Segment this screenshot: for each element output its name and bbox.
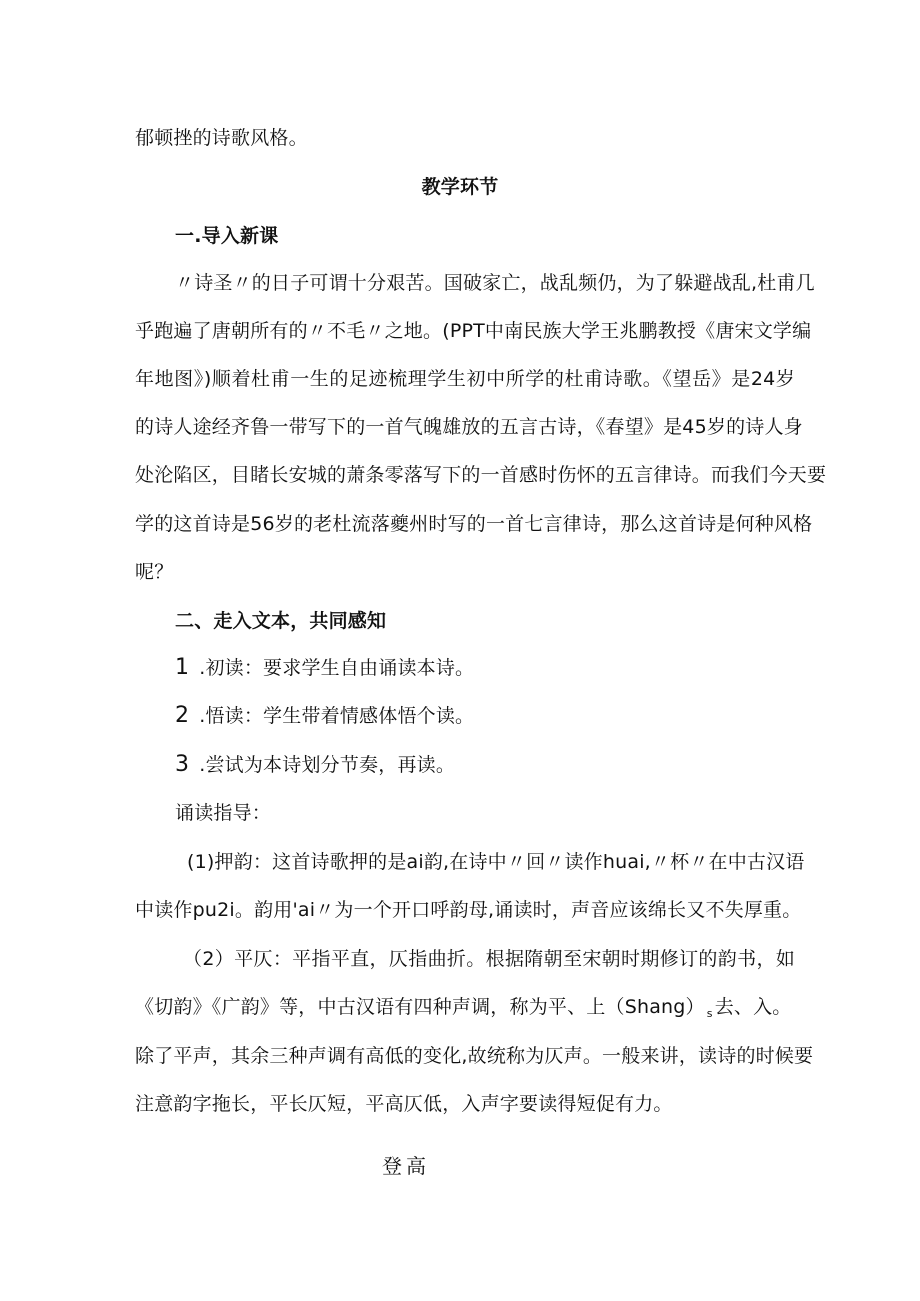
step-2-number: 2 xyxy=(175,703,190,728)
guide-label: 诵读指导： xyxy=(175,802,272,824)
part1-line-1: 〃诗圣〃的日子可谓十分艰苦。国破家亡，战乱频仍，为了躲避战乱,杜甫几 xyxy=(175,272,815,294)
step-2-text: .悟读：学生带着情感体悟个读。 xyxy=(199,705,475,727)
step-1 xyxy=(175,655,474,681)
part1-line-6: 学的这首诗是56岁的老杜流落夔州时写的一首七言律诗，那么这首诗是何种风格 xyxy=(135,513,813,535)
part2-heading: 二、走入文本，共同感知 xyxy=(175,610,387,632)
rhyme-line-2: 中读作pu2i。韵用'ai〃为一个开口呼韵母,诵读时，声音应该绵长又不失厚重。 xyxy=(135,899,802,921)
part1-line-7: 呢？ xyxy=(135,561,174,583)
rhyme-line-1: (1)押韵：这首诗歌押的是ai韵,在诗中〃回〃读作huai,〃杯〃在中古汉语 xyxy=(187,851,805,873)
section-title: 教学环节 xyxy=(421,176,499,198)
part1-line-5: 处沦陷区，目睹长安城的萧条零落写下的一首感时伤怀的五言律诗。而我们今天要 xyxy=(135,464,827,486)
intro-tail-line: 郁顿挫的诗歌风格。 xyxy=(135,127,308,149)
step-3-number: 3 xyxy=(175,752,190,777)
step-1-number: 1 xyxy=(175,655,190,680)
tone-line-3: 除了平声，其余三种声调有高低的变化,故统称为仄声。一般来讲，读诗的时候要 xyxy=(135,1045,814,1067)
step-1-text: .初读：要求学生自由诵读本诗。 xyxy=(199,657,475,679)
step-2 xyxy=(175,703,474,729)
step-3 xyxy=(175,752,455,778)
tone-line-2 xyxy=(135,994,795,1027)
part1-heading: 一.导入新课 xyxy=(175,225,279,247)
part1-line-2: 乎跑遍了唐朝所有的〃不毛〃之地。(PPT中南民族大学王兆鹏教授《唐宋文学编 xyxy=(135,320,812,342)
tone-line-2-tail: 去、入。 xyxy=(714,996,792,1018)
step-3-text: .尝试为本诗划分节奏，再读。 xyxy=(199,754,456,776)
part1-line-3: 年地图》)顺着杜甫一生的足迹梳理学生初中所学的杜甫诗歌。《望岳》是24岁 xyxy=(135,368,795,390)
poem-title: 登高 xyxy=(382,1154,430,1178)
tone-line-1: （2）平仄：平指平直，仄指曲折。根据隋朝至宋朝时期修订的韵书，如 xyxy=(183,948,795,970)
tone-line-2-main: 《切韵》《广韵》等，中古汉语有四种声调，称为平、上（Shang） xyxy=(135,996,705,1018)
part1-line-4: 的诗人途经齐鲁一带写下的一首气魄雄放的五言古诗，《春望》是45岁的诗人身 xyxy=(135,416,803,438)
tone-line-4: 注意韵字拖长，平长仄短，平高仄低，入声字要读得短促有力。 xyxy=(135,1093,673,1115)
tone-line-2-subscript: s xyxy=(706,1007,713,1020)
